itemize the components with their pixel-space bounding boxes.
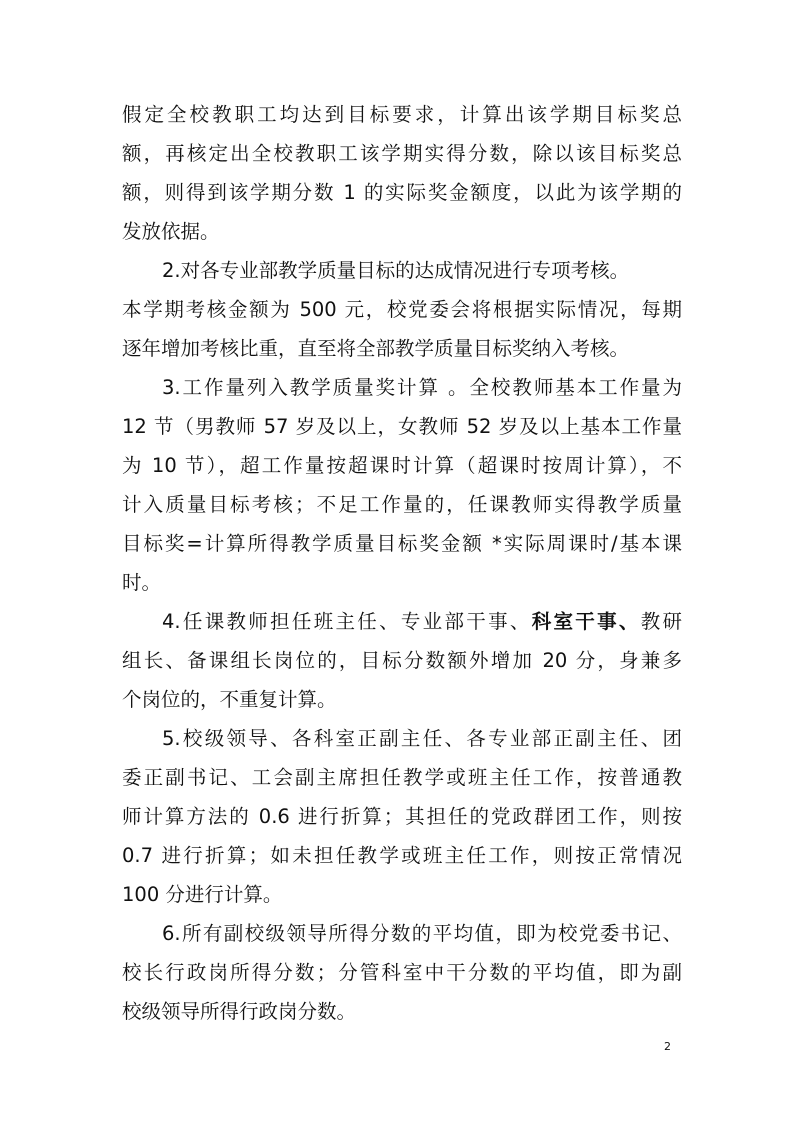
text-line: 发放依据。 <box>122 220 220 243</box>
text-line: 0.7 进行折算；如未担任教学或班主任工作，则按正常情况 <box>122 844 682 867</box>
text-run: 4.任课教师担任班主任、专业部干事、 <box>162 610 532 633</box>
paragraph-item-4 <box>122 602 682 719</box>
paragraph-continuation <box>122 95 682 251</box>
text-line: 本学期考核金额为 500 元，校党委会将根据实际情况，每期 <box>122 298 682 321</box>
text-line: 委正副书记、工会副主席担任教学或班主任工作，按普通教 <box>122 766 682 789</box>
text-line: 假定全校教职工均达到目标要求，计算出该学期目标奖总 <box>122 103 682 126</box>
text-line: 额，则得到该学期分数 1 的实际奖金额度，以此为该学期的 <box>122 181 682 204</box>
text-line: 师计算方法的 0.6 进行折算；其担任的党政群团工作，则按 <box>122 805 682 828</box>
paragraph-item-5 <box>122 719 682 914</box>
text-line: 时。 <box>122 571 162 594</box>
text-line: 额，再核定出全校教职工该学期实得分数，除以该目标奖总 <box>122 142 682 165</box>
text-line: 100 分进行计算。 <box>122 883 283 906</box>
bold-text-run: 科室干事、 <box>531 610 641 633</box>
text-line <box>122 602 682 641</box>
paragraph-item-2 <box>122 251 682 368</box>
page-number: 2 <box>664 1040 671 1053</box>
text-line: 组长、备课组长岗位的，目标分数额外增加 20 分，身兼多 <box>122 649 682 672</box>
text-line: 12 节（男教师 57 岁及以上，女教师 52 岁及以上基本工作量 <box>122 415 682 438</box>
text-line: 5.校级领导、各科室正副主任、各专业部正副主任、团 <box>162 727 682 750</box>
text-line: 校级领导所得行政岗分数。 <box>122 1000 357 1023</box>
text-run: 教研 <box>640 610 682 633</box>
text-line: 3.工作量列入教学质量奖计算 。全校教师基本工作量为 <box>162 376 682 399</box>
text-line: 个岗位的，不重复计算。 <box>122 688 337 711</box>
paragraph-item-6 <box>122 914 682 1031</box>
text-line: 校长行政岗所得分数；分管科室中干分数的平均值，即为副 <box>122 961 682 984</box>
text-line: 计入质量目标考核；不足工作量的，任课教师实得教学质量 <box>122 493 682 516</box>
text-line: 为 10 节），超工作量按超课时计算（超课时按周计算），不 <box>122 454 682 477</box>
paragraph-item-3 <box>122 368 682 602</box>
text-line: 6.所有副校级领导所得分数的平均值，即为校党委书记、 <box>162 922 682 945</box>
text-line: 逐年增加考核比重，直至将全部教学质量目标奖纳入考核。 <box>122 337 630 360</box>
text-line: 2.对各专业部教学质量目标的达成情况进行专项考核。 <box>162 259 630 282</box>
text-line: 目标奖=计算所得教学质量目标奖金额 *实际周课时/基本课 <box>122 532 682 555</box>
